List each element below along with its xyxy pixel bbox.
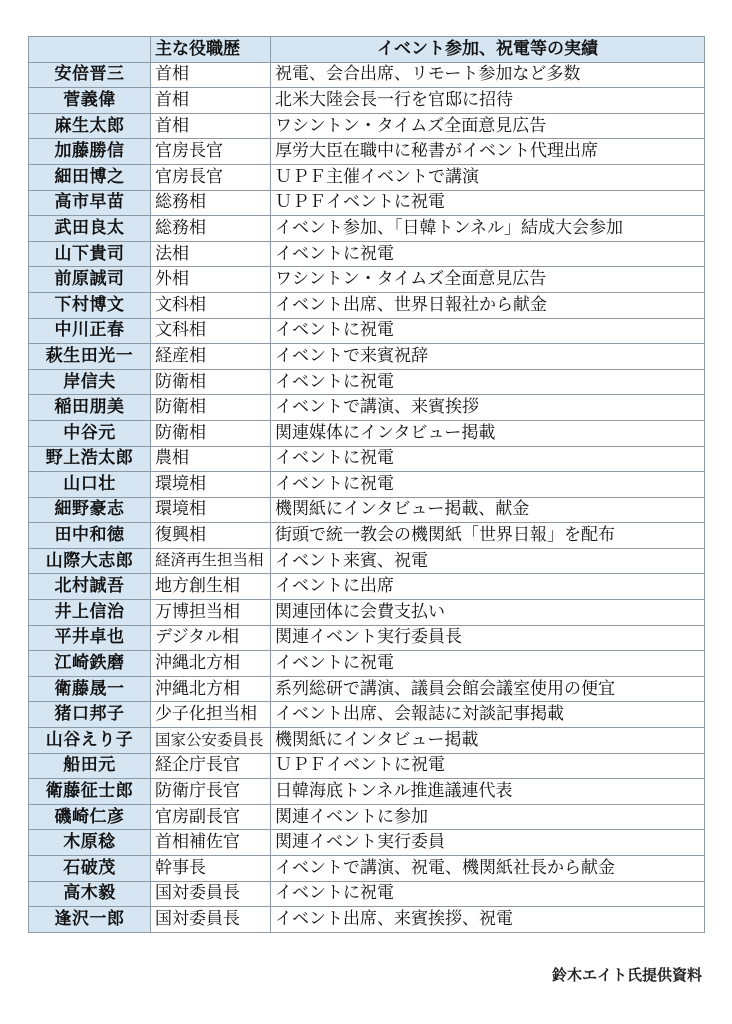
politician-name-cell: 高木毅 [29,881,151,907]
table-row [29,625,705,651]
position-cell: 総務相 [151,190,271,216]
position-cell: 環境相 [151,472,271,498]
activities-cell: 北米大陸会長一行を官邸に招待 [271,88,705,114]
table-row [29,190,705,216]
activities-cell: ＵＰＦイベントに祝電 [271,190,705,216]
activities-cell: イベントで講演、来賓挨拶 [271,395,705,421]
politician-name-cell: 山谷えり子 [29,728,151,754]
activities-cell: イベントに祝電 [271,472,705,498]
position-cell: 国対委員長 [151,907,271,933]
table-row [29,600,705,626]
politician-name-cell: 中川正春 [29,318,151,344]
politician-name-cell: 下村博文 [29,292,151,318]
activities-cell: イベント参加、「日韓トンネル」結成大会参加 [271,216,705,242]
table-row [29,830,705,856]
activities-cell: 関連イベント実行委員 [271,830,705,856]
activities-cell: ＵＰＦ主催イベントで講演 [271,164,705,190]
activities-cell: 機関紙にインタビュー掲載、献金 [271,497,705,523]
activities-cell: イベントに祝電 [271,881,705,907]
politician-name-cell: 井上信治 [29,600,151,626]
politician-name-cell: 野上浩太郎 [29,446,151,472]
activities-cell: イベントに祝電 [271,318,705,344]
politician-name-cell: 岸信夫 [29,369,151,395]
politician-name-cell: 山口壮 [29,472,151,498]
politician-name-cell: 江崎鉄磨 [29,651,151,677]
activities-cell: イベント出席、来賓挨拶、祝電 [271,907,705,933]
activities-cell: 街頭で統一教会の機関紙「世界日報」を配布 [271,523,705,549]
position-cell: 万博担当相 [151,600,271,626]
activities-cell: イベントに出席 [271,574,705,600]
position-cell: 沖縄北方相 [151,676,271,702]
position-cell: 文科相 [151,318,271,344]
position-cell: 防衛庁長官 [151,779,271,805]
activities-cell: ワシントン・タイムズ全面意見広告 [271,113,705,139]
position-cell: 防衛相 [151,420,271,446]
table-row [29,241,705,267]
activities-cell: 日韓海底トンネル推進議連代表 [271,779,705,805]
politician-name-cell: 麻生太郎 [29,113,151,139]
activities-cell: 機関紙にインタビュー掲載 [271,728,705,754]
position-cell: 官房副長官 [151,804,271,830]
table-row [29,676,705,702]
position-cell: 外相 [151,267,271,293]
table-row [29,472,705,498]
table-row [29,856,705,882]
table-row [29,497,705,523]
position-cell: 沖縄北方相 [151,651,271,677]
activities-cell: イベントで講演、祝電、機関紙社長から献金 [271,856,705,882]
table-row [29,88,705,114]
position-cell: 防衛相 [151,369,271,395]
position-cell: 官房長官 [151,164,271,190]
activities-cell: 関連団体に会費支払い [271,600,705,626]
activities-cell: イベント出席、会報誌に対談記事掲載 [271,702,705,728]
politician-name-cell: 平井卓也 [29,625,151,651]
table-row [29,420,705,446]
table-row [29,62,705,88]
position-cell: 国家公安委員長 [151,728,271,754]
table-row [29,574,705,600]
table-row [29,523,705,549]
politicians-table-container [28,36,704,933]
activities-cell: イベントで来賓祝辞 [271,344,705,370]
politician-name-cell: 菅義偉 [29,88,151,114]
politicians-table [28,36,705,933]
activities-cell: イベントに祝電 [271,651,705,677]
position-cell: 防衛相 [151,395,271,421]
politician-name-cell: 木原稔 [29,830,151,856]
table-row [29,318,705,344]
table-row [29,267,705,293]
politician-name-cell: 石破茂 [29,856,151,882]
table-row [29,702,705,728]
position-cell: 官房長官 [151,139,271,165]
politician-name-cell: 武田良太 [29,216,151,242]
activities-cell: ワシントン・タイムズ全面意見広告 [271,267,705,293]
politician-name-cell: 磯崎仁彦 [29,804,151,830]
table-row [29,113,705,139]
position-cell: 首相補佐官 [151,830,271,856]
position-cell: 法相 [151,241,271,267]
activities-cell: 厚労大臣在職中に秘書がイベント代理出席 [271,139,705,165]
activities-cell: イベントに祝電 [271,369,705,395]
position-cell: 経企庁長官 [151,753,271,779]
politician-name-cell: 細野豪志 [29,497,151,523]
position-cell: 少子化担当相 [151,702,271,728]
politician-name-cell: 衛藤征士郎 [29,779,151,805]
table-row [29,907,705,933]
activities-cell: イベントに祝電 [271,446,705,472]
source-credit: 鈴木エイト氏提供資料 [551,966,702,984]
table-row [29,651,705,677]
position-cell: 復興相 [151,523,271,549]
activities-cell: イベントに祝電 [271,241,705,267]
activities-cell: 関連イベントに参加 [271,804,705,830]
activities-cell: 関連媒体にインタビュー掲載 [271,420,705,446]
activities-cell: 系列総研で講演、議員会館会議室使用の便宜 [271,676,705,702]
table-row [29,369,705,395]
table-row [29,446,705,472]
position-cell: 経産相 [151,344,271,370]
table-row [29,292,705,318]
position-cell: 地方創生相 [151,574,271,600]
table-row [29,216,705,242]
politician-name-cell: 高市早苗 [29,190,151,216]
activities-cell: ＵＰＦイベントに祝電 [271,753,705,779]
activities-cell: イベント来賓、祝電 [271,548,705,574]
politician-name-cell: 北村誠吾 [29,574,151,600]
table-row [29,139,705,165]
activities-cell: 祝電、会合出席、リモート参加など多数 [271,62,705,88]
table-row [29,395,705,421]
politician-name-cell: 中谷元 [29,420,151,446]
politician-name-cell: 稲田朋美 [29,395,151,421]
position-cell: 幹事長 [151,856,271,882]
politician-name-cell: 衛藤晟一 [29,676,151,702]
table-row [29,779,705,805]
position-cell: 首相 [151,88,271,114]
table-row [29,728,705,754]
politician-name-cell: 山際大志郎 [29,548,151,574]
header-position: 主な役職歴 [151,37,271,63]
position-cell: 総務相 [151,216,271,242]
position-cell: 環境相 [151,497,271,523]
position-cell: 首相 [151,113,271,139]
politician-name-cell: 細田博之 [29,164,151,190]
header-name [29,37,151,63]
politician-name-cell: 猪口邦子 [29,702,151,728]
politician-name-cell: 前原誠司 [29,267,151,293]
header-activities: イベント参加、祝電等の実績 [271,37,705,63]
table-row [29,344,705,370]
politician-name-cell: 山下貴司 [29,241,151,267]
table-row [29,881,705,907]
position-cell: 文科相 [151,292,271,318]
politician-name-cell: 萩生田光一 [29,344,151,370]
activities-cell: 関連イベント実行委員長 [271,625,705,651]
position-cell: 国対委員長 [151,881,271,907]
position-cell: デジタル相 [151,625,271,651]
table-row [29,753,705,779]
table-row [29,164,705,190]
politician-name-cell: 加藤勝信 [29,139,151,165]
politician-name-cell: 安倍晋三 [29,62,151,88]
table-row [29,548,705,574]
table-header-row [29,37,705,63]
politician-name-cell: 船田元 [29,753,151,779]
politician-name-cell: 田中和徳 [29,523,151,549]
position-cell: 経済再生担当相 [151,548,271,574]
politician-name-cell: 逢沢一郎 [29,907,151,933]
position-cell: 首相 [151,62,271,88]
activities-cell: イベント出席、世界日報社から献金 [271,292,705,318]
table-row [29,804,705,830]
position-cell: 農相 [151,446,271,472]
